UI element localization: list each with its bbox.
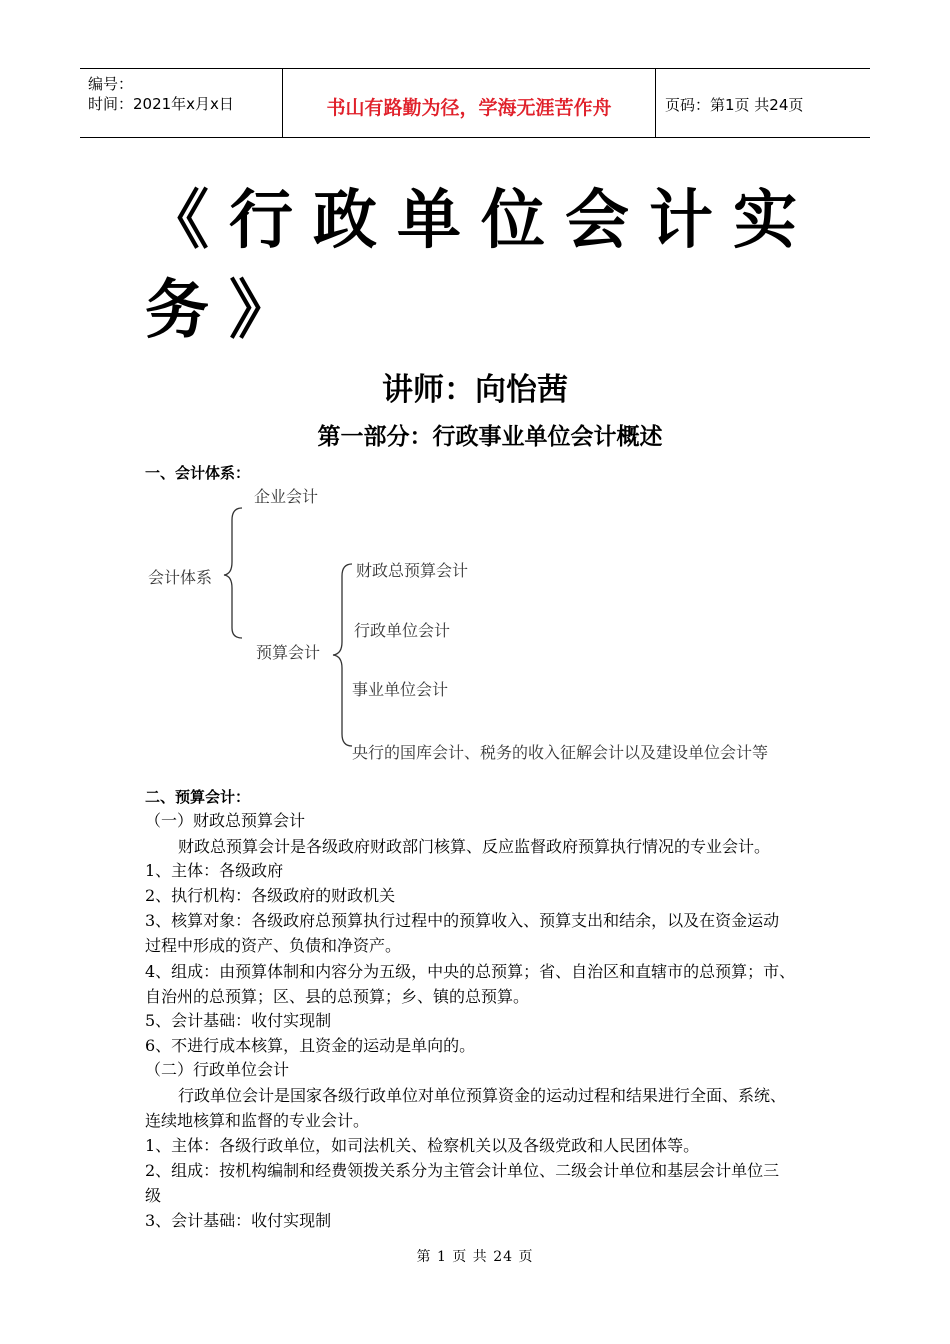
section-heading-2: 二、预算会计：: [145, 788, 251, 806]
lecturer-line: 讲师：向怡茜: [382, 372, 568, 408]
diagram-budget-child: 财政总预算会计: [356, 561, 469, 580]
document-number-label: 编号：: [88, 75, 134, 93]
diagram-root-label: 会计体系: [148, 568, 213, 587]
part-title: 第一部分：行政事业单位会计概述: [317, 424, 663, 450]
list-item-continued: 过程中形成的资产、负债和净资产。: [145, 936, 402, 955]
list-item: 2、执行机构：各级政府的财政机关: [145, 886, 396, 905]
diagram-budget-child: 事业单位会计: [352, 680, 449, 699]
paragraph-line: 行政单位会计是国家各级行政单位对单位预算资金的运动过程和结果进行全面、系统、: [178, 1086, 787, 1105]
list-item: 3、核算对象：各级政府总预算执行过程中的预算收入、预算支出和结余，以及在资金运动: [145, 911, 780, 930]
budget-brace: [333, 564, 352, 746]
list-item: 1、主体：各级行政单位，如司法机关、检察机关以及各级党政和人民团体等。: [145, 1136, 700, 1155]
diagram-budget-child: 央行的国库会计、税务的收入征解会计以及建设单位会计等: [352, 743, 769, 762]
root-brace: [224, 508, 242, 638]
title-line-2: 务》: [145, 274, 313, 348]
list-item: 6、不进行成本核算，且资金的运动是单向的。: [145, 1036, 476, 1055]
list-item: 1、主体：各级政府: [145, 861, 284, 880]
subsection-heading: （二）行政单位会计: [145, 1060, 290, 1079]
paragraph-line: 财政总预算会计是各级政府财政部门核算、反应监督政府预算执行情况的专业会计。: [178, 837, 771, 856]
paragraph-line: 连续地核算和监督的专业会计。: [145, 1111, 370, 1130]
diagram-enterprise-label: 企业会计: [254, 487, 319, 506]
list-item: 2、组成：按机构编制和经费领拨关系分为主管会计单位、二级会计单位和基层会计单位三: [145, 1161, 780, 1180]
header-page-label: 页码：第1页 共24页: [665, 96, 804, 114]
list-item: 4、组成：由预算体制和内容分为五级，中央的总预算；省、自治区和直辖市的总预算；市、: [145, 962, 796, 981]
page-footer: 第 1 页 共 24 页: [416, 1249, 534, 1265]
list-item-continued: 级: [145, 1186, 162, 1205]
diagram-budget-child: 行政单位会计: [354, 621, 451, 640]
section-heading-1: 一、会计体系：: [145, 464, 251, 482]
list-item-continued: 自治州的总预算；区、县的总预算；乡、镇的总预算。: [145, 987, 530, 1006]
title-line-1: 《行政单位会计实: [145, 184, 817, 258]
list-item: 5、会计基础：收付实现制: [145, 1011, 332, 1030]
list-item: 3、会计基础：收付实现制: [145, 1211, 332, 1230]
header-motto: 书山有路勤为径，学海无涯苦作舟: [326, 97, 612, 119]
diagram-budget-label: 预算会计: [256, 643, 321, 662]
document-time-label: 时间：2021年x月x日: [88, 95, 234, 113]
subsection-heading: （一）财政总预算会计: [145, 811, 306, 830]
